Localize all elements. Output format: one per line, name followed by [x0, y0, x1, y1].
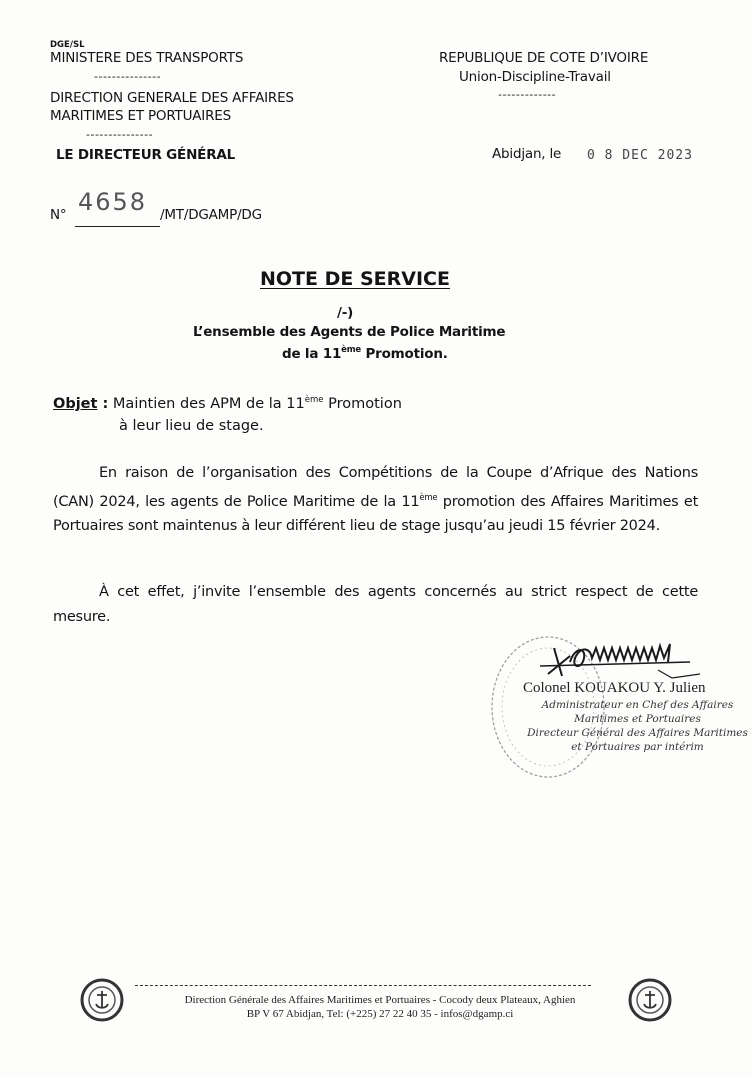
- separator: -------------: [498, 88, 557, 101]
- national-motto: Union-Discipline-Travail: [459, 69, 611, 85]
- ministry-name: MINISTERE DES TRANSPORTS: [50, 50, 244, 66]
- signatory-title-4: et Portuaires par intérim: [571, 741, 704, 753]
- signatory-title-2: Maritimes et Portuaires: [574, 713, 701, 725]
- recipient-line1: L’ensemble des Agents de Police Maritime: [193, 324, 506, 340]
- objet-label: Objet: [53, 396, 98, 412]
- separator: ---------------: [86, 128, 154, 141]
- recipient-marker: /-): [337, 305, 354, 321]
- reference-underline: [75, 226, 160, 227]
- dgamp-logo-icon: [628, 978, 672, 1022]
- footer-address-line1: Direction Générale des Affaires Maritimes et Portuaires - Cocody deux Plateaux, Aghien: [184, 994, 576, 1006]
- republic-name: REPUBLIQUE DE COTE D’IVOIRE: [439, 50, 649, 66]
- signatory-title-1: Administrateur en Chef des Affaires: [541, 699, 734, 711]
- reference-suffix: /MT/DGAMP/DG: [160, 207, 262, 223]
- document-title: NOTE DE SERVICE: [260, 268, 450, 290]
- objet-line2: à leur lieu de stage.: [119, 418, 264, 434]
- objet-line1: Objet : Maintien des APM de la 11ème Promotion: [53, 395, 402, 412]
- place-label: Abidjan, le: [492, 146, 562, 162]
- direction-line1: DIRECTION GENERALE DES AFFAIRES: [50, 90, 294, 106]
- reference-prefix: N°: [50, 207, 67, 223]
- footer-rule: [135, 985, 591, 986]
- signatory-title-3: Directeur Général des Affaires Maritimes: [527, 727, 748, 739]
- body-paragraph-2: À cet effet, j’invite l’ensemble des agents concernés au strict respect de cette mesure.: [53, 584, 698, 625]
- recipient-line2: de la 11ème Promotion.: [282, 345, 448, 362]
- signatory-name: Colonel KOUAKOU Y. Julien: [523, 680, 706, 696]
- separator: ---------------: [94, 70, 162, 83]
- reference-number: 4658: [78, 188, 148, 216]
- handwritten-signature-icon: [540, 636, 710, 686]
- director-title: LE DIRECTEUR GÉNÉRAL: [56, 147, 236, 163]
- direction-line2: MARITIMES ET PORTUAIRES: [50, 108, 231, 124]
- body-paragraph-1: En raison de l’organisation des Compétitions de la Coupe d’Afrique des Nations (CAN) 2024, les agents de Police Maritime de la 11ème promotion des Affaires Maritimes et Portuaires sont maintenus à leur différent lieu de stage jusqu’au jeudi 15 février 2024.: [53, 465, 698, 534]
- ref-code: DGE/SL: [50, 40, 85, 50]
- footer-address-line2: BP V 67 Abidjan, Tel: (+225) 27 22 40 35 - infos@dgamp.ci: [246, 1008, 514, 1020]
- date-stamp: 0 8 DEC 2023: [587, 148, 693, 163]
- dgamp-logo-icon: [80, 978, 124, 1022]
